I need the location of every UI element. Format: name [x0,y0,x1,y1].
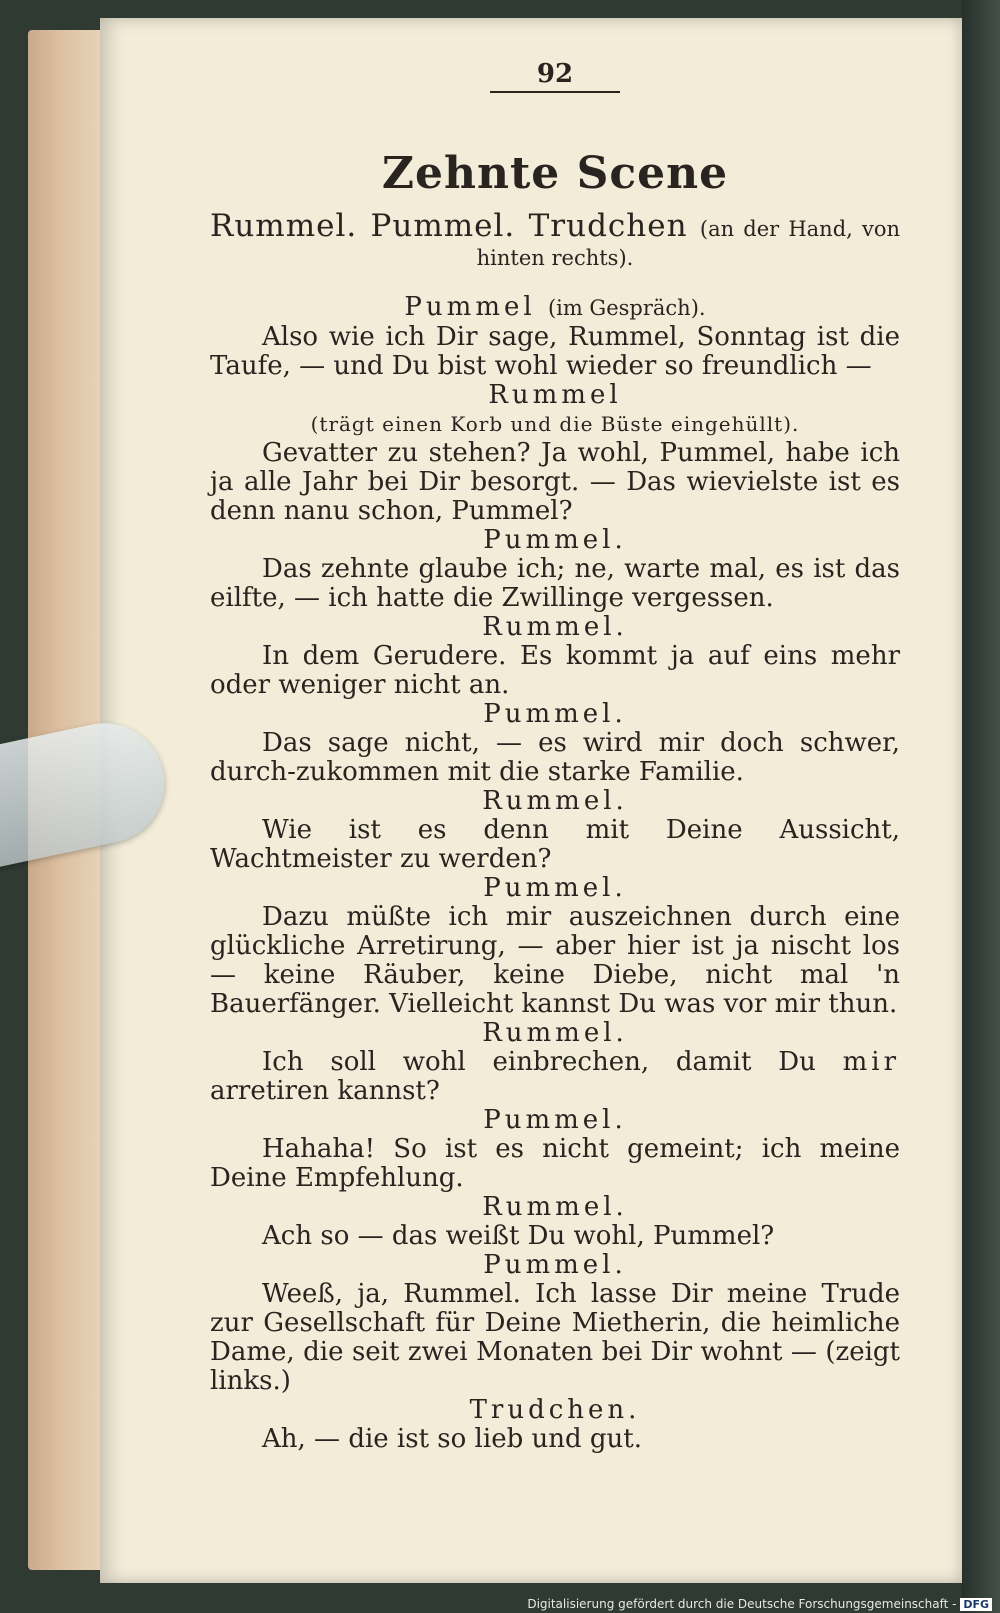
speaker-label: Pummel [404,292,536,322]
digitization-credit [527,1597,992,1611]
dfg-logo: DFG [960,1598,992,1611]
speaker-label: Pummel. [483,873,627,903]
speaker-name [210,381,900,410]
credit-text: Digitalisierung gefördert durch die Deutsche Forschungsgemeinschaft - [527,1597,957,1611]
speaker-name [210,1251,900,1280]
speaker-label: Pummel. [483,1250,627,1280]
dialogue-line: Ach so — das weißt Du wohl, Pummel? [262,1221,775,1251]
cast-names: Rummel. Pummel. Trudchen [210,208,688,244]
dialogue-line: Ah, — die ist so lieb und gut. [262,1424,642,1454]
page-content [210,60,900,1454]
dialogue-line: Hahaha! So ist es nicht gemeint; ich meine Deine Empfehlung. [210,1134,900,1193]
page-number-rule [490,91,620,93]
line-fragment: arretiren kannst? [210,1076,440,1106]
line-fragment: Ich soll wohl einbrechen, damit Du [262,1047,843,1077]
speaker-direction: (im Gespräch). [547,296,706,320]
speaker-label: Pummel. [483,525,627,555]
speaker-name [210,613,900,642]
dialogue-line: Gevatter zu stehen? Ja wohl, Pummel, habe ich ja alle Jahr bei Dir besorgt. — Das wievielste ist es denn nanu schon, Pummel? [210,438,900,526]
page-number: 92 [536,59,574,89]
speaker-name [210,874,900,903]
dialogue-line [210,1048,900,1106]
cast-list [210,208,901,244]
speaker-label: Pummel. [483,699,627,729]
speaker-label: Rummel [488,380,622,410]
dialogue-line: Weeß, ja, Rummel. Ich lasse Dir meine Trude zur Gesellschaft für Deine Mietherin, die heimliche Dame, die seit zwei Monaten bei Dir wohnt — (zeigt links.) [210,1279,900,1396]
dialogue-line: In dem Gerudere. Es kommt ja auf eins mehr oder weniger nicht an. [210,641,900,700]
speaker-label: Rummel. [482,1192,628,1222]
speaker-name [210,526,900,555]
speaker-label: Pummel. [483,1105,627,1135]
book-spine-shadow [962,0,1000,1613]
dialogue-line: Wie ist es denn mit Deine Aussicht, Wachtmeister zu werden? [210,815,900,874]
scene-title: Zehnte Scene [381,148,729,199]
dialogue-line: Das sage nicht, — es wird mir doch schwer, durch-zukommen mit die starke Familie. [210,728,900,787]
emphasized-word: mir [842,1047,900,1077]
cast-direction: (an der Hand, von [699,217,901,241]
speaker-name [210,787,900,816]
speaker-label: Rummel. [482,612,628,642]
speaker-name [210,1106,900,1135]
speaker-label: Trudchen. [469,1395,641,1425]
speaker-name [210,1193,900,1222]
dialogue-line: Das zehnte glaube ich; ne, warte mal, es ist das eilfte, — ich hatte die Zwillinge vergessen. [210,554,900,613]
speaker-name [210,1019,900,1048]
speaker-name [210,293,900,323]
dialogue-line: Also wie ich Dir sage, Rummel, Sonntag ist die Taufe, — und Du bist wohl wieder so freundlich — [210,322,900,381]
speaker-label: Rummel. [482,1018,628,1048]
speaker-label: Rummel. [482,786,628,816]
speaker-name [210,1396,900,1425]
dialogue-line: Dazu müßte ich mir auszeichnen durch eine glückliche Arretirung, — aber hier ist ja nischt los — keine Räuber, keine Diebe, nicht mal 'n Bauerfänger. Vielleicht kannst Du was vor mir thun. [210,902,900,1019]
dialogue [210,293,900,1454]
speaker-name [210,700,900,729]
stage-direction: (trägt einen Korb und die Büste eingehüllt). [310,412,800,436]
cast-direction-continued: hinten rechts). [476,246,634,270]
